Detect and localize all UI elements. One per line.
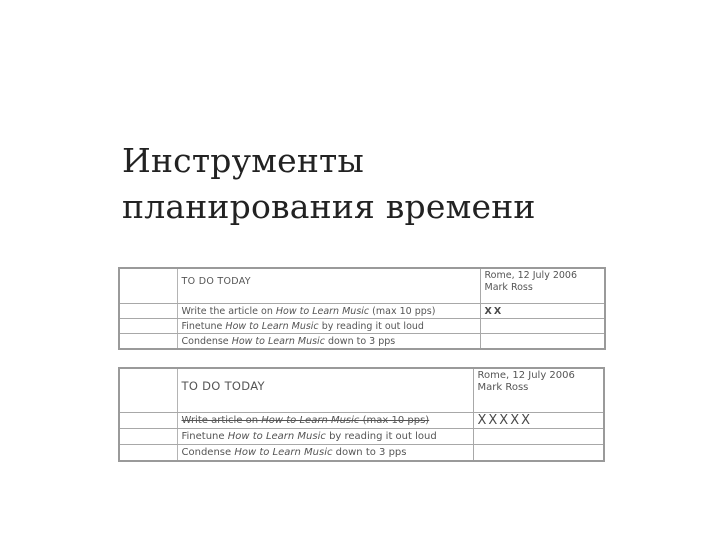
- task-text: Condense How to Learn Music down to 3 pps: [177, 445, 473, 462]
- table-row: [119, 319, 605, 334]
- table-row: [119, 413, 604, 429]
- task-text: Finetune How to Learn Music by reading it out loud: [177, 319, 480, 334]
- table-row: [119, 429, 604, 445]
- todo-place-date: Rome, 12 July 2006: [484, 270, 578, 281]
- todo-person: Mark Ross: [484, 282, 533, 293]
- table-row: [119, 304, 605, 319]
- margin-cell: [119, 319, 177, 334]
- margin-cell: [119, 368, 177, 413]
- task-text-completed: Write article on How to Learn Music (max 10 pps): [177, 413, 473, 429]
- margin-cell: [119, 429, 177, 445]
- slide-title: [122, 138, 536, 230]
- table-row: [119, 334, 605, 350]
- todo-place-date: Rome, 12 July 2006: [477, 370, 575, 381]
- task-marks: XXXXX: [473, 413, 604, 429]
- margin-cell: [119, 304, 177, 319]
- todo-header-row: [119, 268, 605, 304]
- margin-cell: [119, 413, 177, 429]
- task-marks: [480, 334, 605, 350]
- todo-heading: TO DO TODAY: [177, 268, 480, 304]
- todo-list-first: [118, 267, 606, 350]
- todo-person: Mark Ross: [477, 382, 529, 393]
- task-text: Finetune How to Learn Music by reading it out loud: [177, 429, 473, 445]
- margin-cell: [119, 268, 177, 304]
- task-marks: XX: [480, 304, 605, 319]
- task-text: Write the article on How to Learn Music (max 10 pps): [177, 304, 480, 319]
- todo-list-second: [118, 367, 605, 462]
- slide-title-line-2: планирования времени: [122, 187, 536, 226]
- task-text: Condense How to Learn Music down to 3 pps: [177, 334, 480, 350]
- todo-header-row: [119, 368, 604, 413]
- todo-meta: [473, 368, 604, 413]
- slide-title-line-1: Инструменты: [122, 141, 364, 180]
- margin-cell: [119, 334, 177, 350]
- table-row: [119, 445, 604, 462]
- task-marks: [473, 445, 604, 462]
- todo-meta: [480, 268, 605, 304]
- todo-heading: TO DO TODAY: [177, 368, 473, 413]
- margin-cell: [119, 445, 177, 462]
- task-marks: [473, 429, 604, 445]
- task-marks: [480, 319, 605, 334]
